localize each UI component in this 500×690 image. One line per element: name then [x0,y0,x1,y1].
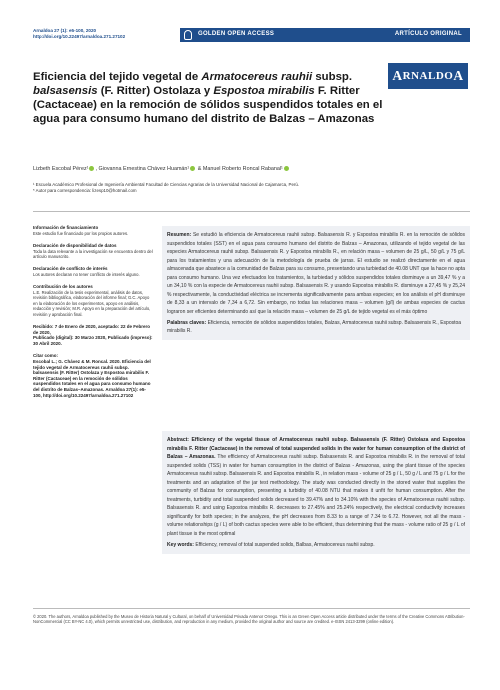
keywords-label: Key words: [167,542,196,548]
palabras-claves [167,319,465,335]
divider [33,608,470,609]
metadata-text: Publicado (digital): 30 Marzo 2020, Publicado (impreso): 30 Abril 2020. [33,335,153,346]
metadata-heading: Declaración de disponibilidad de datos [33,243,117,248]
metadata-text: Los autores declaran no tener conflicto de interés alguno. [33,272,140,277]
affiliation-line: ¹ Escuela Académico Profesional de Ingeniería Ambiental Facultad de Ciencias Agrarias de la Universidad Nacional de Cajamarca, Perú. [33,182,300,187]
metadata-text: Toda la data relevante a la investigación se encuentra dentro del artículo manuscrito. [33,248,153,259]
doi-link[interactable]: http://doi.org/10.22497/arnaldoa.271.27102 [33,34,126,39]
metadata-heading: Contribución de los autores [33,284,93,290]
author-list [33,166,473,173]
logo-letter: A [392,68,403,83]
citation-text: Escobal L.; G. Chávez & M. Roncal. 2020. Eficiencia del tejido vegetal de Armatocereus rauhii subsp. balsasensis (F. Ritter) Ostolaza y Espostoa mirabilis F. Ritter (Cactaceae) en la remoción de sólidos suspendidos totales en el agua para consumo humano del distrito de Balzas–Amazonas. Arnaldoa 27(1): e5-100, http://doi.org/10.22497/arnaldoa.271.27102 [33,359,151,398]
resumen-body: Se estudió la eficiencia de Armatocereus rauhii subsp. Balsasensis R. y Espostoa mirabilis R. en la remoción de sólidos suspendidos totales (SST) en el agua para consumo humano del distrito de Balzas – Amazonas, utilizando el tejido vegetal de las especies Armatocereus rauhii subsp. Balsasensis R. y Espostoa mirabilis R., en relación masa – volumen de 25 g/L, 50 g/L y 75 g/L para los tratamientos y una adecuación de la metodología de prueba de jarras. El estudio se realizó directamente en el agua almacenada que abastece a la comunidad de Balzas para su consumo, presentando una turbiedad de 40.08 UNT que la hace no apta para consumo humano. Una vez efectuados los tratamientos, la turbiedad y sólidos suspendidos totales disminuye a un 39,47 % y a un 34,10 % con la especie de Armatocereus rauhii subsp. Balsasensis R. y usando Espostoa mirabilis R. disminuye a 27,45 % y 25,24 % respectivamente, la conductividad eléctrica se incrementa significativamente para ambas especies; en los análisis el pH disminuye de 8,33 a un intervalo de 7,34 a 6,72. Sin embargo, no todas las relaciones masa – volumen (g/l) de ambas especies de cactus lograron ser eficientes determinando así que la relación masa – volumen de 25 g/L de tejido vegetal es el más óptimo [167,232,466,315]
key-words [167,541,465,549]
metadata-text: Este estudio fue financiado por los propios autores. [33,230,129,236]
keywords-label: Palabras claves: [167,320,208,326]
orcid-icon[interactable] [284,166,289,171]
metadata-block [33,266,153,277]
resumen-label: Resumen: [167,232,193,238]
title-text: F. Ritter (Cactaceae) en la remoción de sólidos suspendidos totales en el agua para consumo humano del distrito de Balzas – Amazonas [33,85,383,125]
metadata-block [33,225,153,236]
abstract-box [162,431,470,554]
metadata-heading: Declaración de conflicto de interés [33,266,108,272]
separator: & [196,166,203,172]
title-subspecies: balsasensis [33,85,98,97]
article-type-label: ARTÍCULO ORIGINAL [394,31,462,37]
author-name: Manuel Roberto Roncal Rabanal¹ [202,166,283,172]
separator: , [95,166,99,172]
resumen-box [162,226,470,340]
keywords-text: Efficiency, removal of total suspended solids, Balbas, Armatocereus rauhii subsp. [195,542,375,548]
license-notice: © 2020. The authors, Arnaldoa published by the Museo de Historia Natural y Cultural, on behalf of Universidad Privada Antenor Orrego. This is an Green Open Access article distributed under the terms of the Creative Commons Attribution-NonCommercial (CC BY-NC 4.0), which permits unrestricted use, distribution, and reproduction in any medium, provided the original author and source are credited. e-ISSN 2413-3299 (online edition). [33,614,465,625]
metadata-heading: Recibido: 7 de Enero de 2020, aceptado: 22 de Febrero de 2020, [33,324,151,335]
title-species: Armatocereus rauhii [201,71,313,83]
abstract-label: Abstract: Efficiency of the vegetal tissue of Armatocereus rauhii subsp. Balsasensis (F. Ritter) Ostolaza and Espostoa mirabilis F. Ritter (Cactaceae) in the removal of total suspended solids in the water for human consumption of the district of Balzas – Amazonas. [167,437,465,460]
author-name: Lizbeth Escobal Pérez¹ [33,166,89,172]
author-name: Giovanna Ernestina Chávez Huamán¹ [98,166,190,172]
orcid-icon[interactable] [190,166,195,171]
keywords-text: Eficiencia, remoción de sólidos suspendidos totales, Balzas, Armatocereus rauhii subsp. Balsasensis R., Espostoa mirabilis R. [167,320,462,334]
title-text: subsp. [312,71,353,83]
resumen-text [167,231,465,316]
metadata-block [33,243,153,259]
title-text: (F. Ritter) Ostolaza y [97,85,214,97]
article-metadata-column [33,225,153,405]
metadata-block [33,324,153,346]
journal-issue: Arnaldoa 27 (1): e5-100, 2020 [33,28,97,33]
orcid-icon[interactable] [89,166,94,171]
abstract-body: The efficiency of Armatocereus rauhii subsp. Balsasensis R. and Espostoa mirabilis R. in the removal of total suspended solids (TSS) in water for human consumption in the district of Balzas - Amazonas, using the plant tissue of the species Armatocereus rauhii subsp. Balsasensis R. and Espostoa mirabilis R., in relation mass - volume of 25 g / L, 50 g / L and 75 g / L for the treatments and an adaptation of the jar test methodology. The study was conducted directly in the stored water that supplies the community of Balzas for consumption, presenting a turbidity of 40.08 NTU that makes it unfit for human consumption. After the treatments, turbidity and total suspended solids decreased to 39.47% and to 34.10% with the species of Armatocereus rauhii subsp. Balsasensis R. and using Espostoa mirabilis R. decreases to 27.45% and 25.24% respectively, the electrical conductivity increases significantly for both species; in the analyzes, the pH decreases from 8.33 to a range of 7.34 to 6.72. However, not all the mass - volume relationships (g / L) of both cactus species were able to be efficient, thus determining that the mass - volume ratio of 25 g / L of plant tissue is the most optimal [167,454,465,537]
abstract-text [167,436,465,538]
metadata-block [33,353,153,398]
metadata-heading: Información de financiamiento [33,225,99,230]
metadata-text: L.E. Realización de la tesis experimental, análisis de datos, revisión bibliográfica, elaboración del informe final; G.C. Apoyo en la elaboración de los experimentos, apoyo en análisis, redacción y revisión; M.R. Apoyo en la preparación del artículo, revisión y aprobación final. [33,290,151,317]
divider [33,211,470,212]
open-access-bar [180,28,470,42]
article-title [33,70,403,126]
metadata-block [33,284,153,317]
logo-letter: A [453,68,464,83]
open-lock-icon [184,30,192,40]
metadata-heading: Citar como: [33,353,59,359]
title-species: Espostoa mirabilis [213,85,315,97]
logo-letters: RNALDO [402,70,454,82]
affiliations [33,182,473,194]
correspondence-line: * Autor para correspondencia: lizesp10@hotmail.com [33,188,137,193]
journal-logo [388,63,468,89]
open-access-label: GOLDEN OPEN ACCESS [198,31,275,37]
title-text: Eficiencia del tejido vegetal de [33,71,202,83]
journal-reference [33,28,183,40]
